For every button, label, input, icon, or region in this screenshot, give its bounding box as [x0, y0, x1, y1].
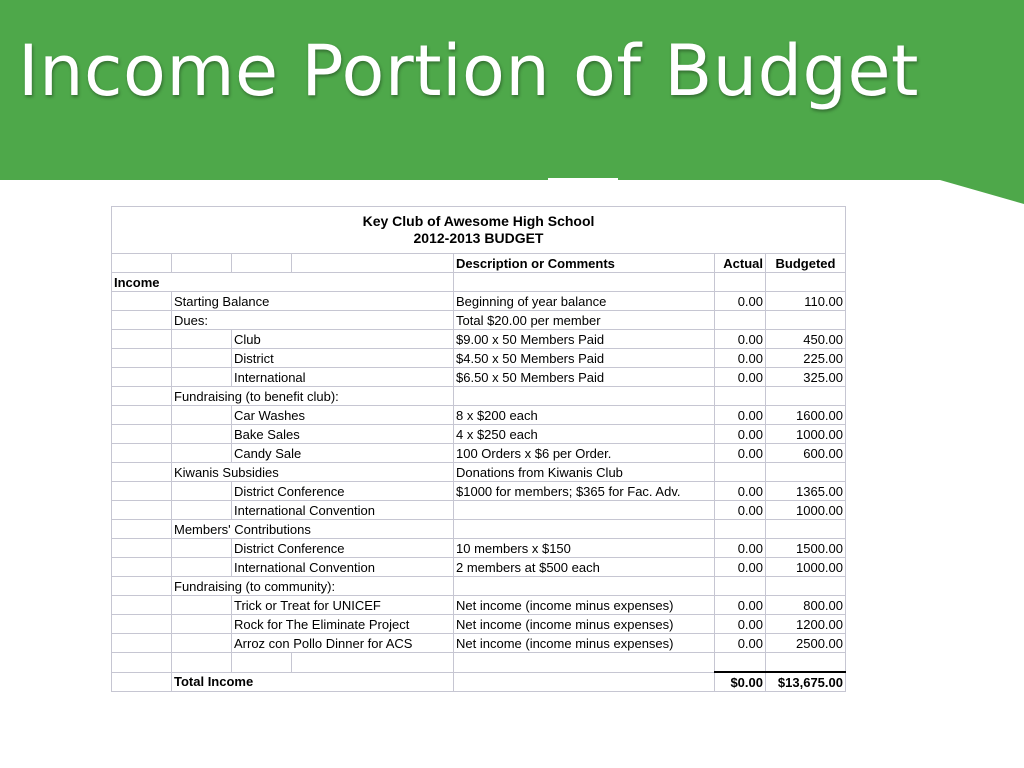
indent-cell: [112, 330, 172, 349]
header-actual: Actual: [715, 254, 766, 273]
budgeted-cell: 800.00: [766, 596, 846, 615]
table-row: [112, 577, 846, 596]
description-cell: Net income (income minus expenses): [454, 596, 715, 615]
description-cell: $1000 for members; $365 for Fac. Adv.: [454, 482, 715, 501]
indent-cell: [112, 463, 172, 482]
item-label: Club: [232, 330, 454, 349]
slide-title: Income Portion of Budget: [18, 30, 919, 112]
budgeted-cell: 600.00: [766, 444, 846, 463]
budgeted-cell: 1000.00: [766, 558, 846, 577]
indent-cell: [172, 482, 232, 501]
actual-cell: 0.00: [715, 444, 766, 463]
item-label: Arroz con Pollo Dinner for ACS: [232, 634, 454, 653]
indent-cell: [112, 368, 172, 387]
item-label: District Conference: [232, 539, 454, 558]
table-row: [112, 615, 846, 634]
table-row: [112, 349, 846, 368]
item-label: District Conference: [232, 482, 454, 501]
budgeted-cell: [766, 463, 846, 482]
header-blank-cell: [292, 254, 454, 273]
description-cell: [454, 273, 715, 292]
description-cell: Donations from Kiwanis Club: [454, 463, 715, 482]
actual-cell: [715, 520, 766, 539]
description-cell: Net income (income minus expenses): [454, 615, 715, 634]
description-cell: 2 members at $500 each: [454, 558, 715, 577]
indent-cell: [172, 368, 232, 387]
item-label: District: [232, 349, 454, 368]
item-label: International Convention: [232, 558, 454, 577]
category-label: Kiwanis Subsidies: [172, 463, 454, 482]
total-row: [112, 672, 846, 692]
description-cell: Beginning of year balance: [454, 292, 715, 311]
sheet-title-line1: Key Club of Awesome High School: [362, 213, 595, 229]
description-cell: 8 x $200 each: [454, 406, 715, 425]
table-row: [112, 463, 846, 482]
description-cell: [454, 577, 715, 596]
budgeted-cell: 2500.00: [766, 634, 846, 653]
description-cell: Total $20.00 per member: [454, 311, 715, 330]
item-label: Trick or Treat for UNICEF: [232, 596, 454, 615]
table-row: [112, 520, 846, 539]
item-label: Rock for The Eliminate Project: [232, 615, 454, 634]
sheet-title-row: [112, 207, 846, 254]
budgeted-cell: [766, 387, 846, 406]
actual-cell: 0.00: [715, 634, 766, 653]
actual-cell: 0.00: [715, 539, 766, 558]
section-label: Income: [112, 273, 454, 292]
description-cell: Net income (income minus expenses): [454, 634, 715, 653]
blank-cell: [766, 653, 846, 673]
total-label: Total Income: [172, 672, 454, 692]
description-cell: $9.00 x 50 Members Paid: [454, 330, 715, 349]
indent-cell: [172, 558, 232, 577]
item-label: International: [232, 368, 454, 387]
budgeted-cell: 1000.00: [766, 501, 846, 520]
description-cell: [454, 520, 715, 539]
actual-cell: 0.00: [715, 615, 766, 634]
indent-cell: [112, 425, 172, 444]
indent-cell: [112, 482, 172, 501]
section-row: [112, 273, 846, 292]
actual-cell: 0.00: [715, 368, 766, 387]
table-row: [112, 387, 846, 406]
table-row: [112, 444, 846, 463]
indent-cell: [172, 330, 232, 349]
description-cell: [454, 501, 715, 520]
actual-cell: 0.00: [715, 292, 766, 311]
indent-cell: [112, 292, 172, 311]
budgeted-cell: 1000.00: [766, 425, 846, 444]
sheet-title: [112, 207, 846, 254]
blank-cell: [232, 653, 292, 673]
category-label: Dues:: [172, 311, 454, 330]
indent-cell: [112, 501, 172, 520]
table-row: [112, 425, 846, 444]
description-cell: [454, 672, 715, 692]
sheet-title-line2: 2012-2013 BUDGET: [413, 230, 544, 246]
actual-cell: [715, 387, 766, 406]
actual-cell: [715, 463, 766, 482]
description-cell: [454, 387, 715, 406]
indent-cell: [112, 615, 172, 634]
table-row: [112, 482, 846, 501]
indent-cell: [172, 596, 232, 615]
budgeted-cell: 1600.00: [766, 406, 846, 425]
table-row: [112, 292, 846, 311]
category-label: Starting Balance: [172, 292, 454, 311]
actual-cell: 0.00: [715, 596, 766, 615]
total-budgeted: $13,675.00: [766, 672, 846, 692]
indent-cell: [112, 634, 172, 653]
blank-cell: [292, 653, 454, 673]
table-row: [112, 539, 846, 558]
item-label: Candy Sale: [232, 444, 454, 463]
blank-cell: [715, 653, 766, 673]
table-row: [112, 368, 846, 387]
table-row: [112, 596, 846, 615]
category-label: Fundraising (to community):: [172, 577, 454, 596]
description-cell: 100 Orders x $6 per Order.: [454, 444, 715, 463]
banner-notch-decoration: [548, 178, 618, 182]
banner-tail-decoration: [940, 180, 1024, 204]
indent-cell: [112, 349, 172, 368]
header-blank-cell: [232, 254, 292, 273]
budgeted-cell: [766, 273, 846, 292]
budgeted-cell: 110.00: [766, 292, 846, 311]
category-label: Members' Contributions: [172, 520, 454, 539]
indent-cell: [172, 501, 232, 520]
indent-cell: [172, 615, 232, 634]
table-row: [112, 501, 846, 520]
description-cell: $6.50 x 50 Members Paid: [454, 368, 715, 387]
indent-cell: [172, 444, 232, 463]
blank-cell: [112, 653, 172, 673]
header-description: Description or Comments: [454, 254, 715, 273]
indent-cell: [112, 311, 172, 330]
indent-cell: [112, 672, 172, 692]
item-label: Bake Sales: [232, 425, 454, 444]
indent-cell: [112, 558, 172, 577]
category-label: Fundraising (to benefit club):: [172, 387, 454, 406]
indent-cell: [172, 539, 232, 558]
indent-cell: [112, 406, 172, 425]
budgeted-cell: [766, 520, 846, 539]
actual-cell: 0.00: [715, 501, 766, 520]
actual-cell: 0.00: [715, 558, 766, 577]
description-cell: $4.50 x 50 Members Paid: [454, 349, 715, 368]
actual-cell: 0.00: [715, 425, 766, 444]
description-cell: 10 members x $150: [454, 539, 715, 558]
table-row: [112, 634, 846, 653]
budgeted-cell: 1500.00: [766, 539, 846, 558]
table-row: [112, 311, 846, 330]
blank-cell: [172, 653, 232, 673]
budgeted-cell: 1365.00: [766, 482, 846, 501]
description-cell: 4 x $250 each: [454, 425, 715, 444]
header-blank-cell: [112, 254, 172, 273]
blank-row: [112, 653, 846, 673]
budgeted-cell: 225.00: [766, 349, 846, 368]
column-header-row: [112, 254, 846, 273]
indent-cell: [112, 577, 172, 596]
total-actual: $0.00: [715, 672, 766, 692]
budgeted-cell: 1200.00: [766, 615, 846, 634]
item-label: International Convention: [232, 501, 454, 520]
table-row: [112, 406, 846, 425]
budgeted-cell: [766, 577, 846, 596]
indent-cell: [112, 444, 172, 463]
table-row: [112, 558, 846, 577]
indent-cell: [172, 634, 232, 653]
item-label: Car Washes: [232, 406, 454, 425]
budgeted-cell: 450.00: [766, 330, 846, 349]
header-blank-cell: [172, 254, 232, 273]
indent-cell: [172, 425, 232, 444]
budget-table: [111, 206, 846, 692]
indent-cell: [112, 387, 172, 406]
budgeted-cell: [766, 311, 846, 330]
blank-cell: [454, 653, 715, 673]
actual-cell: [715, 273, 766, 292]
indent-cell: [112, 539, 172, 558]
actual-cell: 0.00: [715, 406, 766, 425]
indent-cell: [112, 520, 172, 539]
actual-cell: 0.00: [715, 349, 766, 368]
indent-cell: [172, 349, 232, 368]
indent-cell: [112, 596, 172, 615]
actual-cell: 0.00: [715, 482, 766, 501]
actual-cell: [715, 311, 766, 330]
actual-cell: 0.00: [715, 330, 766, 349]
indent-cell: [172, 406, 232, 425]
actual-cell: [715, 577, 766, 596]
budgeted-cell: 325.00: [766, 368, 846, 387]
header-budgeted: Budgeted: [766, 254, 846, 273]
table-row: [112, 330, 846, 349]
